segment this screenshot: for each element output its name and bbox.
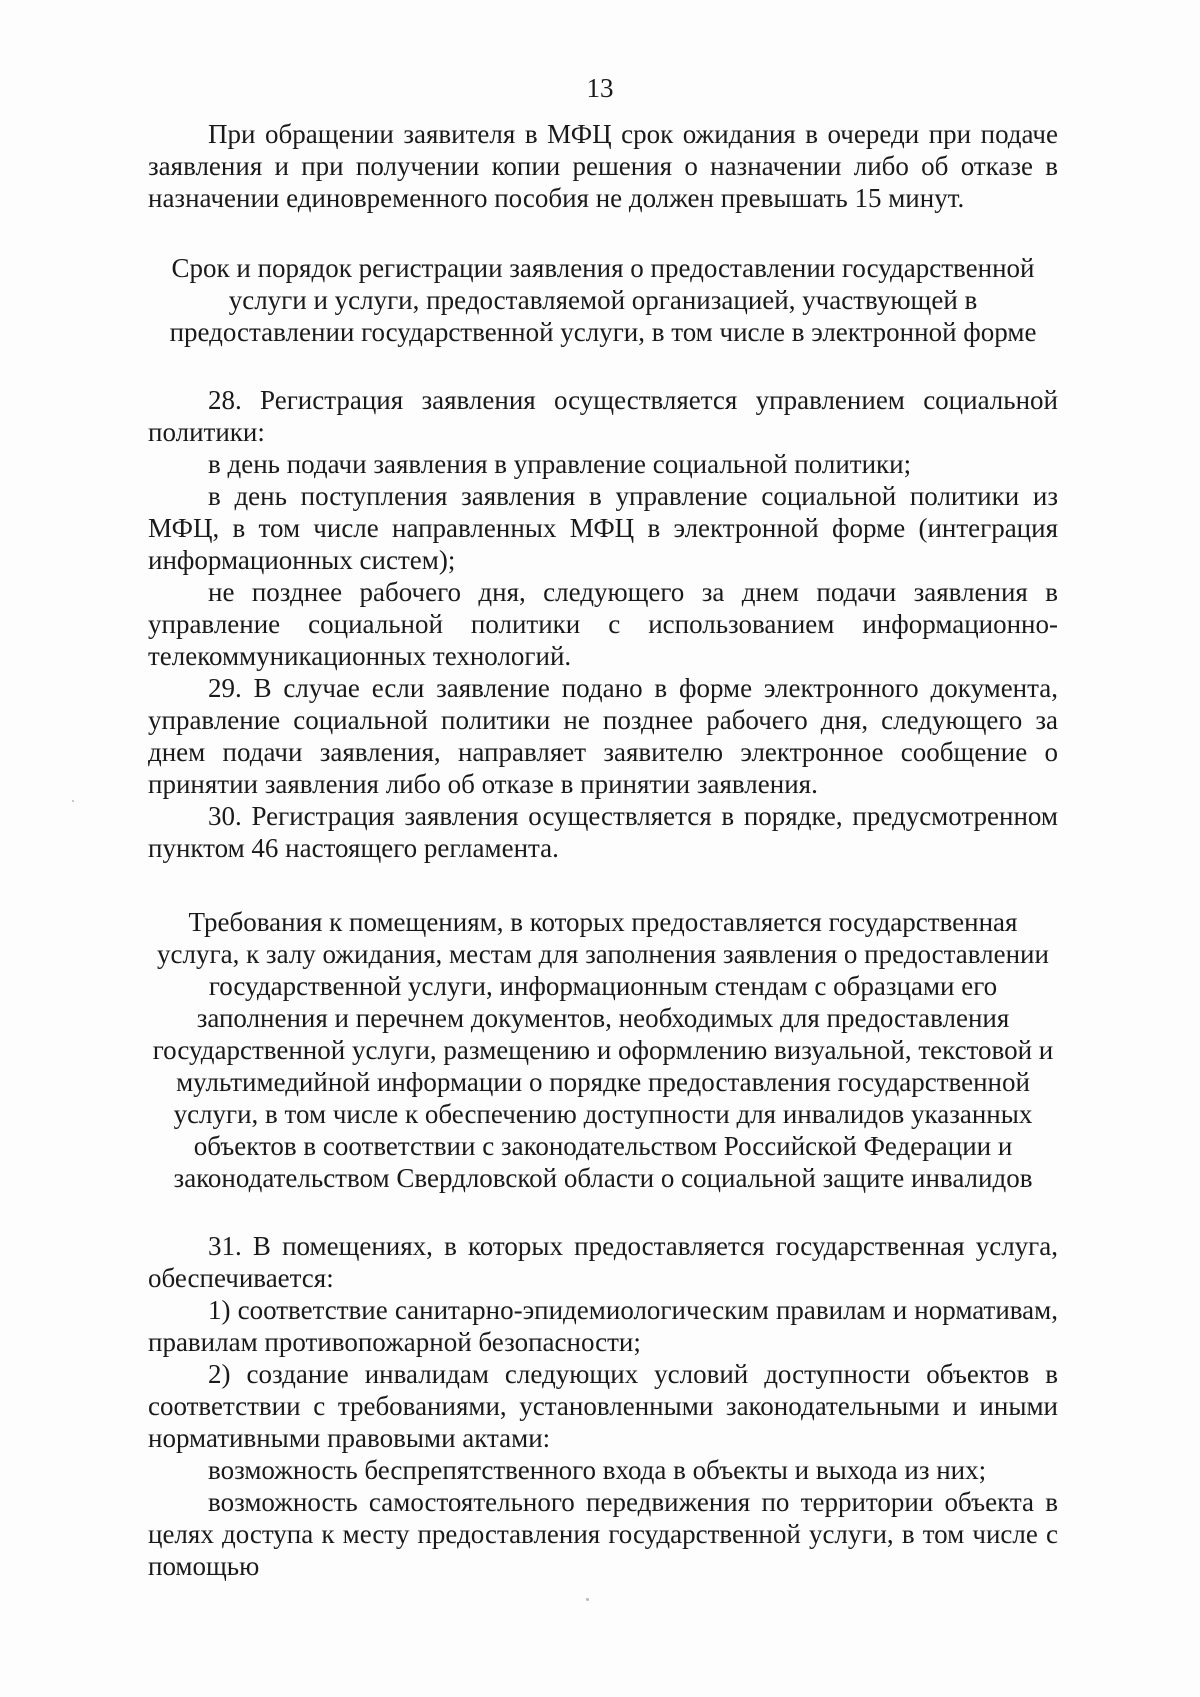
section-heading-registration: Срок и порядок регистрации заявления о предоставлении государственной услуги и услуги, предоставляемой организацией, участвующей в предоставлении государственной услуги, в том числе в электронной форме	[169, 253, 1037, 347]
paragraph-31-item-1: 1) соответствие санитарно-эпидемиологическим правилам и нормативам, правилам противопожарной безопасности;	[148, 1295, 1058, 1357]
scan-speck	[72, 800, 74, 802]
scan-speck	[586, 1598, 589, 1601]
page-number: 13	[586, 73, 614, 103]
paragraph-30: 30. Регистрация заявления осуществляется в порядке, предусмотренном пунктом 46 настоящего регламента.	[148, 801, 1058, 863]
paragraph-31-item-2-a: возможность беспрепятственного входа в объекты и выхода из них;	[208, 1455, 987, 1485]
paragraph-28: 28. Регистрация заявления осуществляется управлением социальной политики:	[148, 385, 1058, 447]
paragraph-31-item-2-b: возможность самостоятельного передвижения по территории объекта в целях доступа к месту предоставления государственной услуги, в том числе с помощью	[148, 1487, 1058, 1581]
paragraph-mfc-wait-time: При обращении заявителя в МФЦ срок ожидания в очереди при подаче заявления и при получении копии решения о назначении либо об отказе в назначении единовременного пособия не должен превышать 15 минут.	[148, 119, 1058, 213]
paragraph-29: 29. В случае если заявление подано в форме электронного документа, управление социальной политики не позднее рабочего дня, следующего за днем подачи заявления, направляет заявителю электронное сообщение о принятии заявления либо об отказе в принятии заявления.	[148, 673, 1058, 799]
paragraph-28-item-c: не позднее рабочего дня, следующего за днем подачи заявления в управление социальной политики с использованием информационно-телекоммуникационных технологий.	[148, 577, 1058, 671]
document-body	[148, 118, 1058, 1582]
paragraph-31: 31. В помещениях, в которых предоставляется государственная услуга, обеспечивается:	[148, 1231, 1058, 1293]
paragraph-31-item-2: 2) создание инвалидам следующих условий доступности объектов в соответствии с требованиями, установленными законодательными и иными нормативными правовыми актами:	[148, 1359, 1058, 1453]
paragraph-28-item-b: в день поступления заявления в управление социальной политики из МФЦ, в том числе направленных МФЦ в электронной форме (интеграция информационных систем);	[148, 481, 1058, 575]
paragraph-28-item-a: в день подачи заявления в управление социальной политики;	[208, 449, 912, 479]
section-heading-premises: Требования к помещениям, в которых предоставляется государственная услуга, к залу ожидания, местам для заполнения заявления о предоставлении государственной услуги, информационным стендам с образцами его заполнения и перечнем документов, необходимых для предоставления государственной услуги, размещению и оформлению визуальной, текстовой и мультимедийной информации о порядке предоставления государственной услуги, в том числе к обеспечению доступности для инвалидов указанных объектов в соответствии с законодательством Российской Федерации и законодательством Свердловской области о социальной защите инвалидов	[152, 907, 1054, 1193]
